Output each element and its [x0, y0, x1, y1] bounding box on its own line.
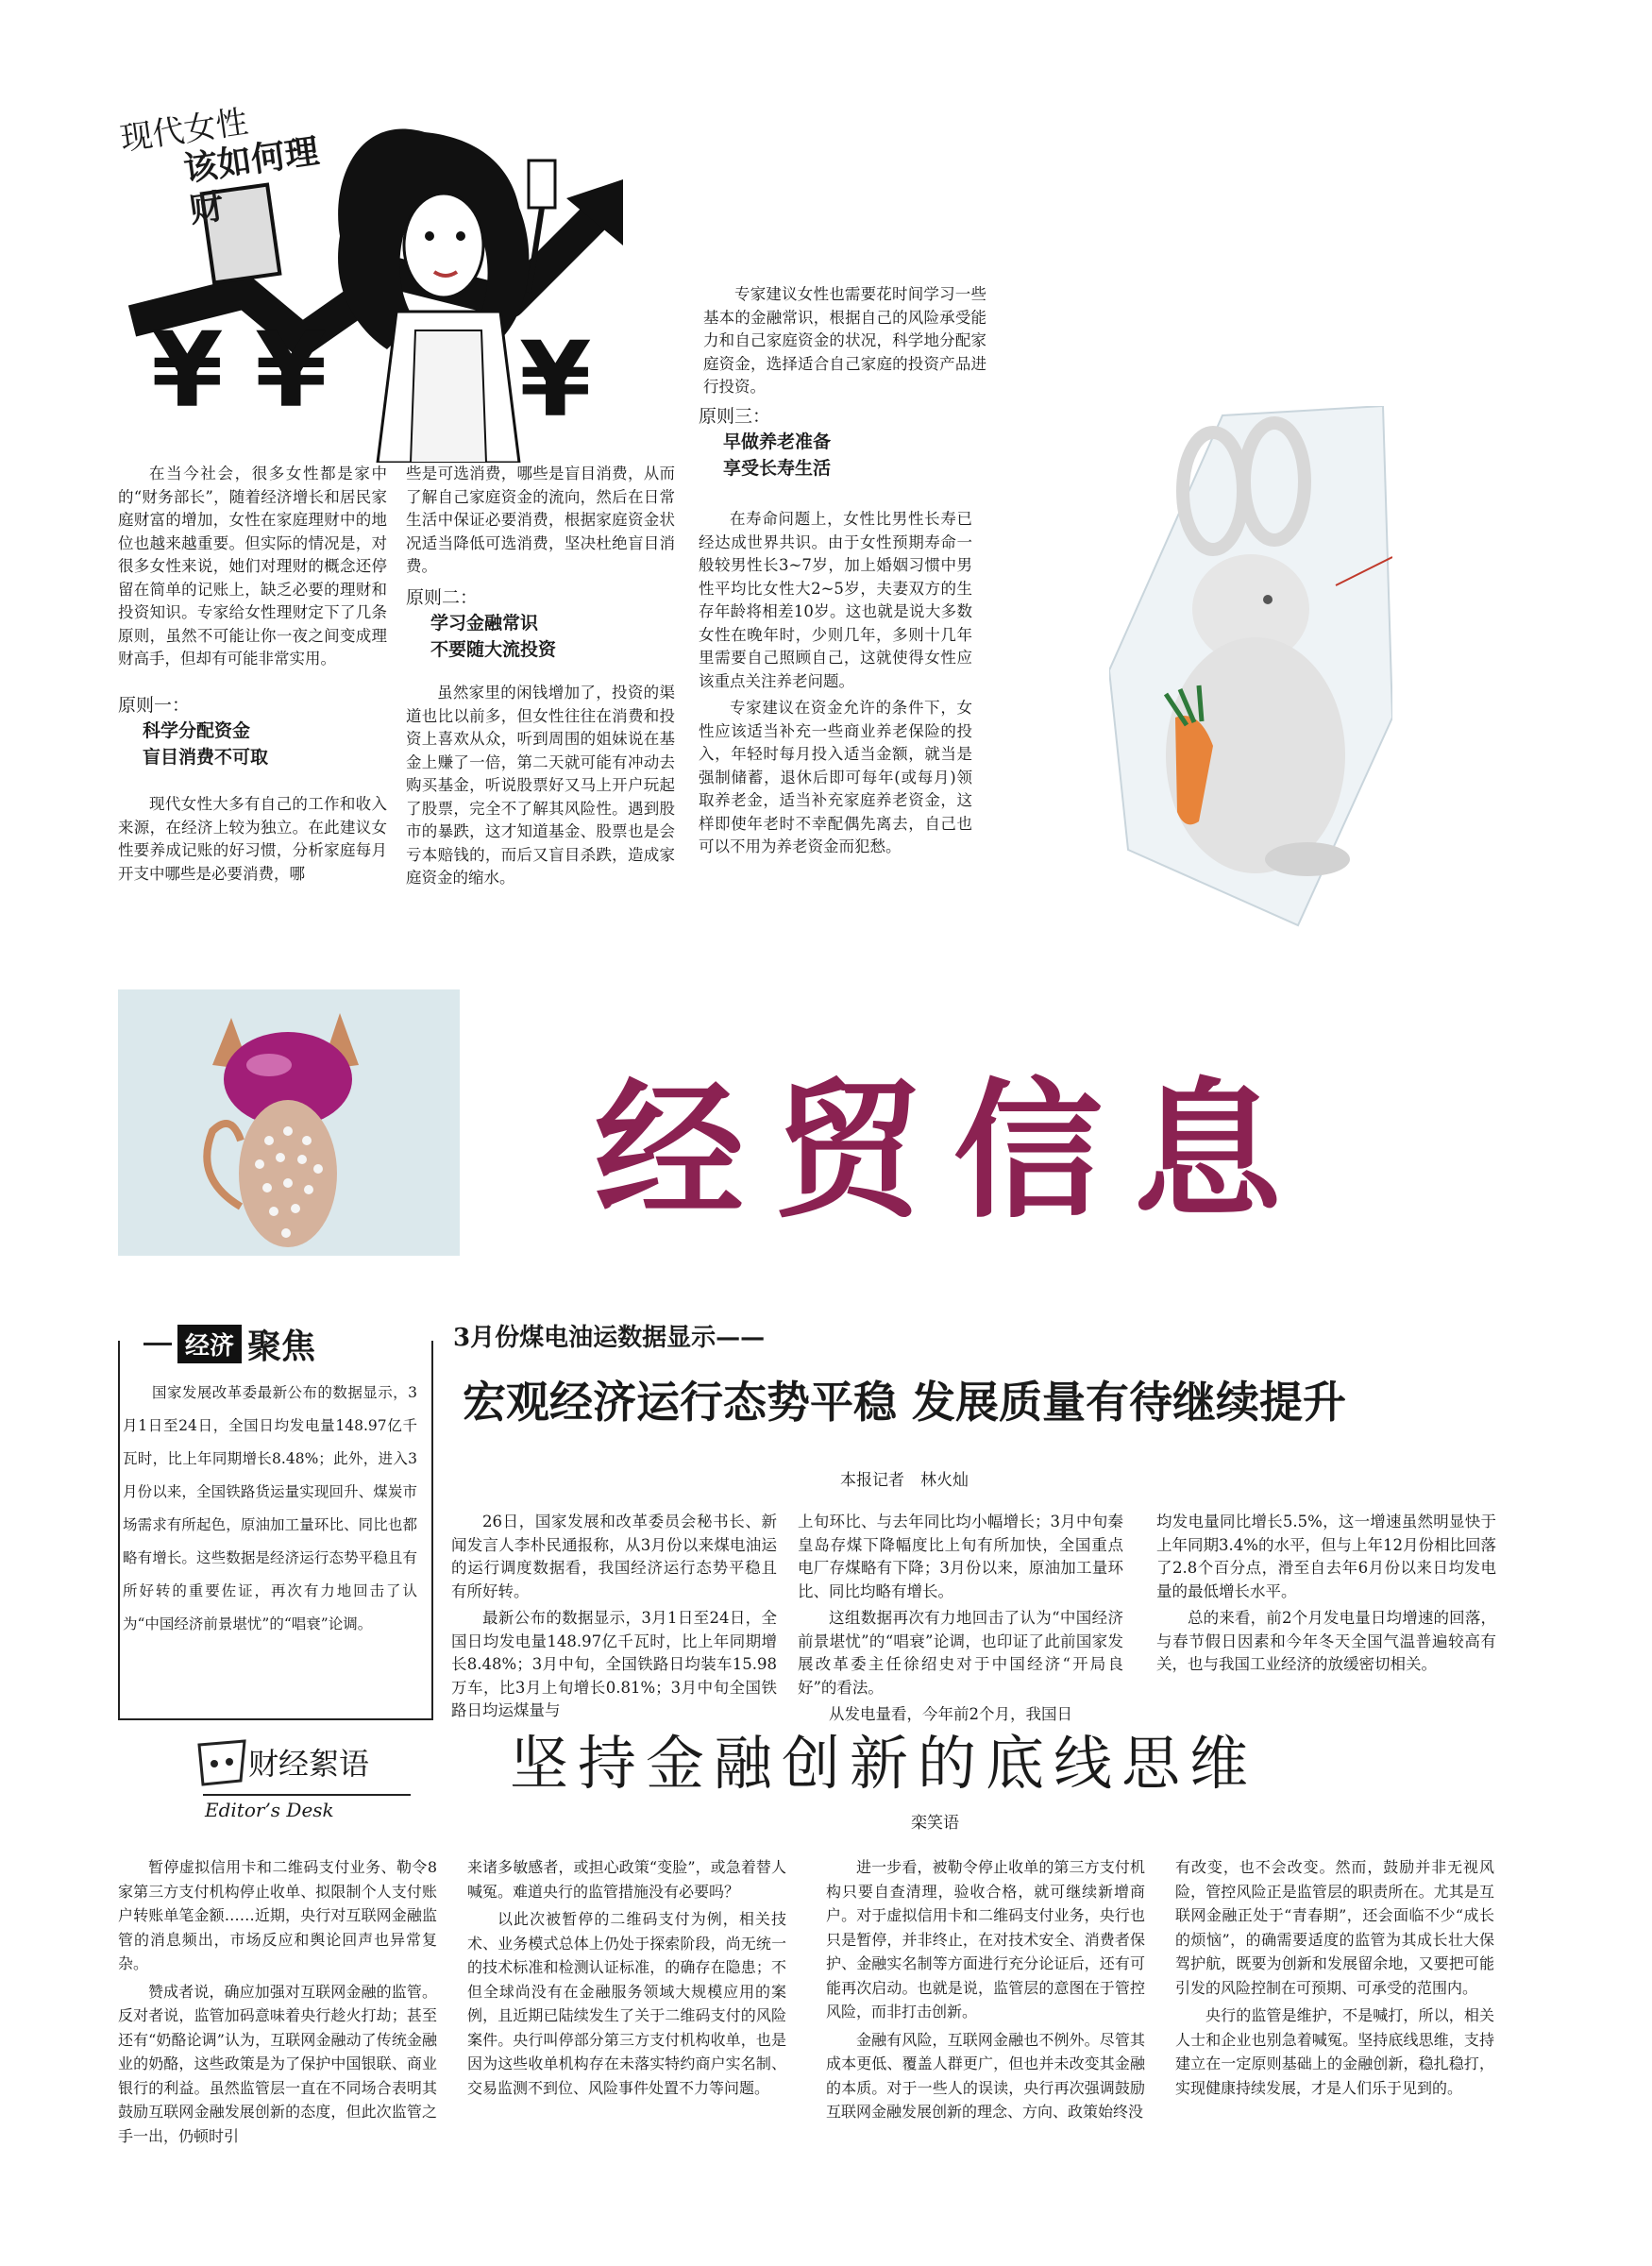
article2-paragraph: 26日，国家发展和改革委员会秘书长、新闻发言人李朴民通报称，从3月份以来煤电油运的运行调度数据看，我国经济运行态势平稳且有所好转。	[451, 1513, 777, 1600]
rabbit-photo	[1109, 406, 1392, 935]
article1-column-3	[699, 508, 972, 863]
article1-column-1	[118, 463, 387, 675]
editorial-paragraph: 进一步看，被勒令停止收单的第三方支付机构只要自查清理，验收合格，就可继续新增商户。对于虚拟信用卡和二维码支付业务，央行也只是暂停，并非终止，在对技术安全、消费者保护、金融实名制等方面进行充分论证后，还有可能再次启动。也就是说，监管层的意图在于管控风险，而非打击创新。	[826, 1858, 1145, 2021]
principle-label: 原则三：	[699, 406, 771, 427]
editorial-headline: 坚持金融创新的底线思维	[510, 1729, 1258, 1798]
article2-byline: 本报记者 林火灿	[840, 1471, 969, 1490]
editorial-paragraph: 金融有风险，互联网金融也不例外。尽管其成本更低、覆盖人群更广，但也并未改变其金融的本质。对于一些人的误读，央行再次强调鼓励互联网金融发展创新的理念、方向、政策始终没	[826, 2030, 1145, 2121]
editorial-paragraph: 有改变，也不会改变。然而，鼓励并非无视风险，管控风险正是监管层的职责所在。尤其是互联网金融正处于“青春期”，还会面临不少“成长的烦恼”，的确需要适度的监管为其成长壮大保驾护航，既要为创新和发展留余地，又要把可能引发的风险控制在可预期、可承受的范围内。	[1175, 1858, 1494, 1997]
editorial-paragraph: 暂停虚拟信用卡和二维码支付业务、勒令8家第三方支付机构停止收单、拟限制个人支付账户转账单笔金额……近期，央行对互联网金融监管的消息频出，市场反应和舆论回声也异常复杂。	[118, 1858, 437, 1972]
article2-column-2	[798, 1511, 1123, 1731]
principle-label: 原则一：	[118, 695, 191, 716]
svg-text:¥: ¥	[519, 319, 592, 440]
article-title-line2: 该如何理财	[181, 131, 322, 231]
article1-paragraph: 专家建议在资金允许的条件下，女性应该适当补充一些商业养老保险的投入，年轻时每月投入适当金额，就当是强制储蓄，退休后即可每年(或每月)领取养老金，适当补充家庭养老资金，这样即使年老时不幸配偶先离去，自己也可以不用为养老资金而犯愁。	[699, 699, 972, 855]
focus-badge-word1: 经济	[177, 1325, 242, 1363]
editors-desk-rule	[203, 1794, 411, 1796]
editorial-paragraph: 以此次被暂停的二维码支付为例，相关技术、业务模式总体上仍处于探索阶段，尚无统一的技术标准和检测认证标准，的确存在隐患；不但全球尚没有在金融服务领域大规模应用的案例，且近期已陆续发生了关于二维码支付的风险案件。央行叫停部分第三方支付机构收单，也是因为这些收单机构存在未落实特约商户实名制、交易监测不到位、风险事件处置不力等问题。	[467, 1910, 786, 2097]
principle-three	[699, 404, 968, 482]
article-title-line1: 现代女性	[118, 103, 251, 159]
focus-badge-word2: 聚焦	[247, 1326, 316, 1366]
article-intro	[703, 283, 986, 403]
intro-paragraph: 专家建议女性也需要花时间学习一些基本的金融常识，根据自己的风险承受能力和自己家庭资金的状况，科学地分配家庭资金，选择适合自己家庭的投资产品进行投资。	[703, 285, 986, 396]
article1-column-1b	[118, 793, 387, 889]
principle-two	[406, 585, 675, 663]
principle-label: 原则二：	[406, 587, 479, 608]
editorial-byline: 栾笑语	[911, 1814, 959, 1833]
article1-column-2b	[406, 682, 675, 894]
editorial-paragraph: 央行的监管是维护，不是喊打，所以，相关人士和企业也别急着喊冤。坚持底线思维，支持建立在一定原则基础上的金融创新，稳扎稳打，实现健康持续发展，才是人们乐于见到的。	[1175, 2006, 1494, 2097]
principle-title: 享受长寿生活	[723, 458, 832, 479]
article2-column-3	[1156, 1511, 1496, 1681]
principle-title: 不要随大流投资	[430, 639, 557, 660]
editors-desk-english: Editor’s Desk	[205, 1799, 334, 1821]
article1-paragraph: 在寿命问题上，女性比男性长寿已经达成世界共识。由于女性预期寿命一般较男性长3~7岁，加上婚姻习惯中男性平均比女性大2~5岁，夫妻双方的生存年龄将相差10岁。这也就是说大多数女性在晚年时，少则几年，多则十几年里需要自己照顾自己，这就使得女性应该重点关注养老问题。	[699, 510, 972, 690]
cat-jewelry-photo	[118, 989, 460, 1256]
editorial-column-4	[1175, 1855, 1494, 2104]
editorial-column-1	[118, 1855, 437, 2152]
editors-desk-title: 财经絮语	[248, 1746, 370, 1782]
editors-desk-badge	[194, 1735, 411, 1839]
article2-headline: 宏观经济运行态势平稳 发展质量有待继续提升	[463, 1377, 1347, 1428]
article1-column-2	[406, 463, 675, 583]
editorial-column-3	[826, 1855, 1145, 2128]
article2-paragraph: 这组数据再次有力地回击了认为“中国经济前景堪忧”的“唱衰”论调，也印证了此前国家发展改革委主任徐绍史对于中国经济“开局良好”的看法。	[798, 1609, 1123, 1697]
article2-column-1	[451, 1511, 777, 1727]
article1-paragraph: 在当今社会，很多女性都是家中的“财务部长”，随着经济增长和居民家庭财富的增加，女性在家庭理财中的地位也越来越重要。但实际的情况是，对很多女性来说，她们对理财的概念还停留在简单的记账上，缺乏必要的理财和投资知识。专家给女性理财定下了几条原则，虽然不可能让你一夜之间变成理财高手，但却有可能非常实用。	[118, 465, 387, 668]
svg-text:¥: ¥	[151, 310, 224, 431]
focus-paragraph: 国家发展改革委最新公布的数据显示，3月1日至24日，全国日均发电量148.97亿千瓦时，比上年同期增长8.48%；此外，进入3月份以来，全国铁路货运量实现回升、煤炭市场需求有所起色，原油加工量环比、同比也都略有增长。这些数据是经济运行态势平稳且有所好转的重要佐证，再次有力地回击了认为“中国经济前景堪忧”的“唱衰”论调。	[123, 1384, 417, 1632]
article2-kicker: 3月份煤电油运数据显示——	[453, 1324, 766, 1352]
article1-paragraph: 现代女性大多有自己的工作和收入来源，在经济上较为独立。在此建议女性要养成记账的好习惯，分析家庭每月开支中哪些是必要消费，哪	[118, 795, 387, 883]
editorial-column-2	[467, 1855, 786, 2104]
focus-badge-rule	[143, 1343, 172, 1345]
economy-focus-badge	[132, 1322, 327, 1365]
article2-paragraph: 从发电量看，今年前2个月，我国日	[829, 1705, 1072, 1723]
article1-paragraph: 些是可选消费，哪些是盲目消费，从而了解自己家庭资金的流向，然后在日常生活中保证必要消费，根据家庭资金状况适当降低可选消费，坚决杜绝盲目消费。	[406, 465, 675, 575]
principle-title: 盲目消费不可取	[143, 747, 269, 768]
principle-title: 科学分配资金	[143, 720, 251, 741]
svg-text:¥: ¥	[255, 310, 328, 431]
article2-paragraph: 上旬环比、与去年同比均小幅增长；3月中旬秦皇岛存煤下降幅度比上旬有所加快，全国重点电厂存煤略有下降；3月份以来，原油加工量环比、同比均略有增长。	[798, 1513, 1123, 1600]
principle-title: 学习金融常识	[430, 613, 539, 634]
principle-title: 早做养老准备	[723, 431, 832, 452]
principle-one	[118, 693, 387, 770]
article2-paragraph: 均发电量同比增长5.5%，这一增速虽然明显快于上年同期3.4%的水平，但与上年12月份相比回落了2.8个百分点，滑至自去年6月份以来日均发电量的最低增长水平。	[1156, 1513, 1496, 1600]
section-title: 经贸信息	[595, 1065, 1312, 1239]
editorial-paragraph: 赞成者说，确应加强对互联网金融的监管。反对者说，监管加码意味着央行趁火打劫；甚至还有“奶酪论调”认为，互联网金融动了传统金融业的奶酪，这些政策是为了保护中国银联、商业银行的利益。虽然监管层一直在不同场合表明其鼓励互联网金融发展创新的态度，但此次监管之手一出，仍顿时引	[118, 1982, 437, 2145]
article2-paragraph: 总的来看，前2个月发电量日均增速的回落，与春节假日因素和今年冬天全国气温普遍较高有关，也与我国工业经济的放缓密切相关。	[1156, 1609, 1496, 1673]
editorial-paragraph: 来诸多敏感者，或担心政策“变脸”，或急着替人喊冤。难道央行的监管措施没有必要吗？	[467, 1858, 786, 1901]
pen-icon	[194, 1735, 250, 1792]
article1-paragraph: 虽然家里的闲钱增加了，投资的渠道也比以前多，但女性往往在消费和投资上喜欢从众，听到周围的姐妹说在基金上赚了一倍，第二天就可能有冲动去购买基金，听说股票好又马上开户玩起了股票，完全不了解其风险性。遇到股市的暴跌，这才知道基金、股票也是会亏本赔钱的，而后又盲目杀跌，造成家庭资金的缩水。	[406, 684, 675, 887]
article2-paragraph: 最新公布的数据显示，3月1日至24日，全国日均发电量148.97亿千瓦时，比上年同期增长8.48%；3月中旬，全国铁路日均装车15.98万车，比3月上旬增长0.81%；3月中旬全国铁路日均运煤量与	[451, 1609, 777, 1719]
economy-focus-text	[123, 1377, 417, 1645]
